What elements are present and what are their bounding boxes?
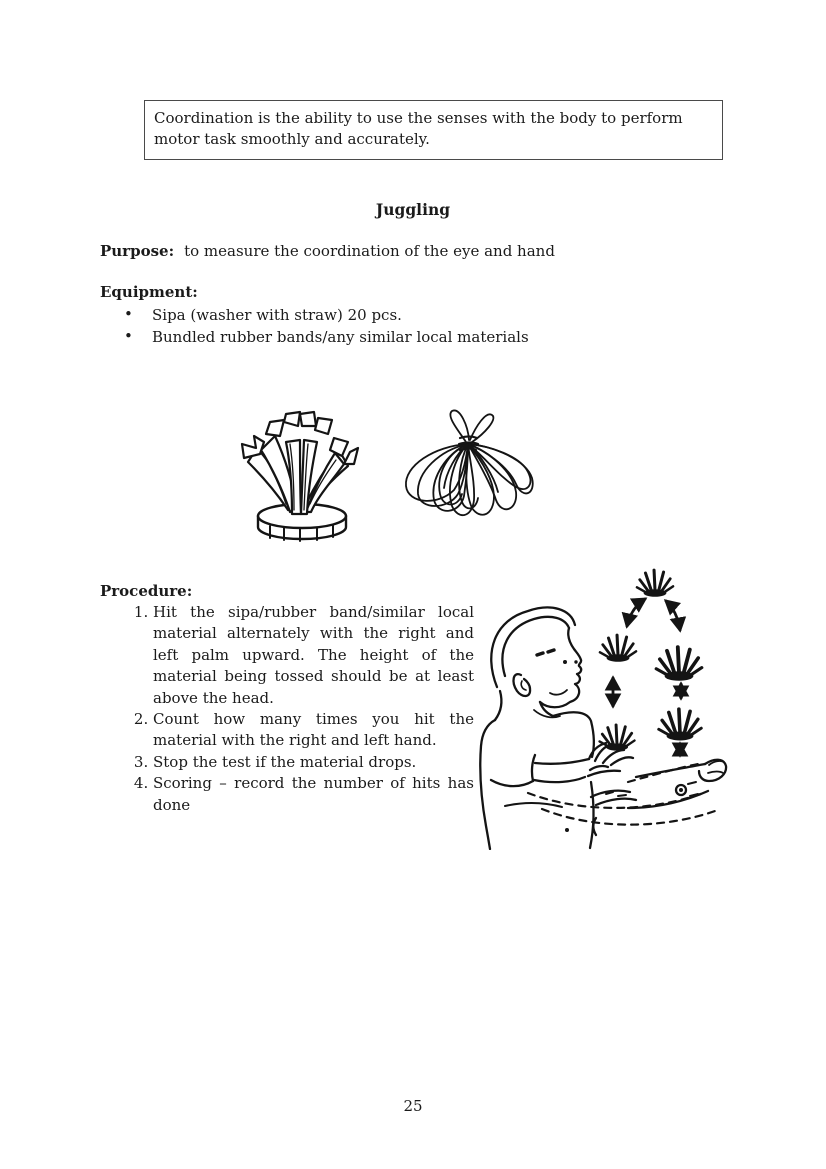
procedure-section: [125, 602, 474, 816]
procedure-steps-list: [125, 602, 474, 816]
rubber-bands-illustration: [396, 406, 538, 526]
purpose-label: Purpose:: [100, 242, 175, 260]
equipment-item-text: Sipa (washer with straw) 20 pcs.: [152, 306, 402, 324]
equipment-item-text: Bundled rubber bands/any similar local materials: [152, 328, 529, 346]
procedure-step: 2. Count how many times you hit the material with the right and left hand.: [153, 709, 474, 752]
procedure-step: 4. Scoring – record the number of hits has done: [153, 773, 474, 816]
page-number: 25: [403, 1097, 423, 1115]
bullet-icon: •: [124, 327, 133, 345]
page-title: Juggling: [375, 200, 451, 219]
procedure-step: 1. Hit the sipa/rubber band/similar local material alternately with the right and left palm upward. The height of the material being tossed should be at least above the head.: [153, 602, 474, 709]
coordination-definition-box: [144, 100, 723, 160]
procedure-step: 3. Stop the test if the material drops.: [153, 752, 474, 773]
coordination-definition-text: Coordination is the ability to use the senses with the body to perform motor task smoothly and accurately.: [154, 109, 683, 148]
purpose-text: to measure the coordination of the eye and hand: [184, 242, 555, 260]
equipment-label: Equipment:: [100, 283, 198, 301]
list-item: [100, 326, 660, 348]
purpose-line: [100, 242, 555, 260]
procedure-label: Procedure:: [100, 582, 193, 600]
sipa-illustration: [240, 392, 362, 545]
equipment-list: [100, 304, 660, 348]
list-item: [100, 304, 660, 326]
juggling-illustration: [478, 550, 728, 850]
bullet-icon: •: [124, 305, 133, 323]
